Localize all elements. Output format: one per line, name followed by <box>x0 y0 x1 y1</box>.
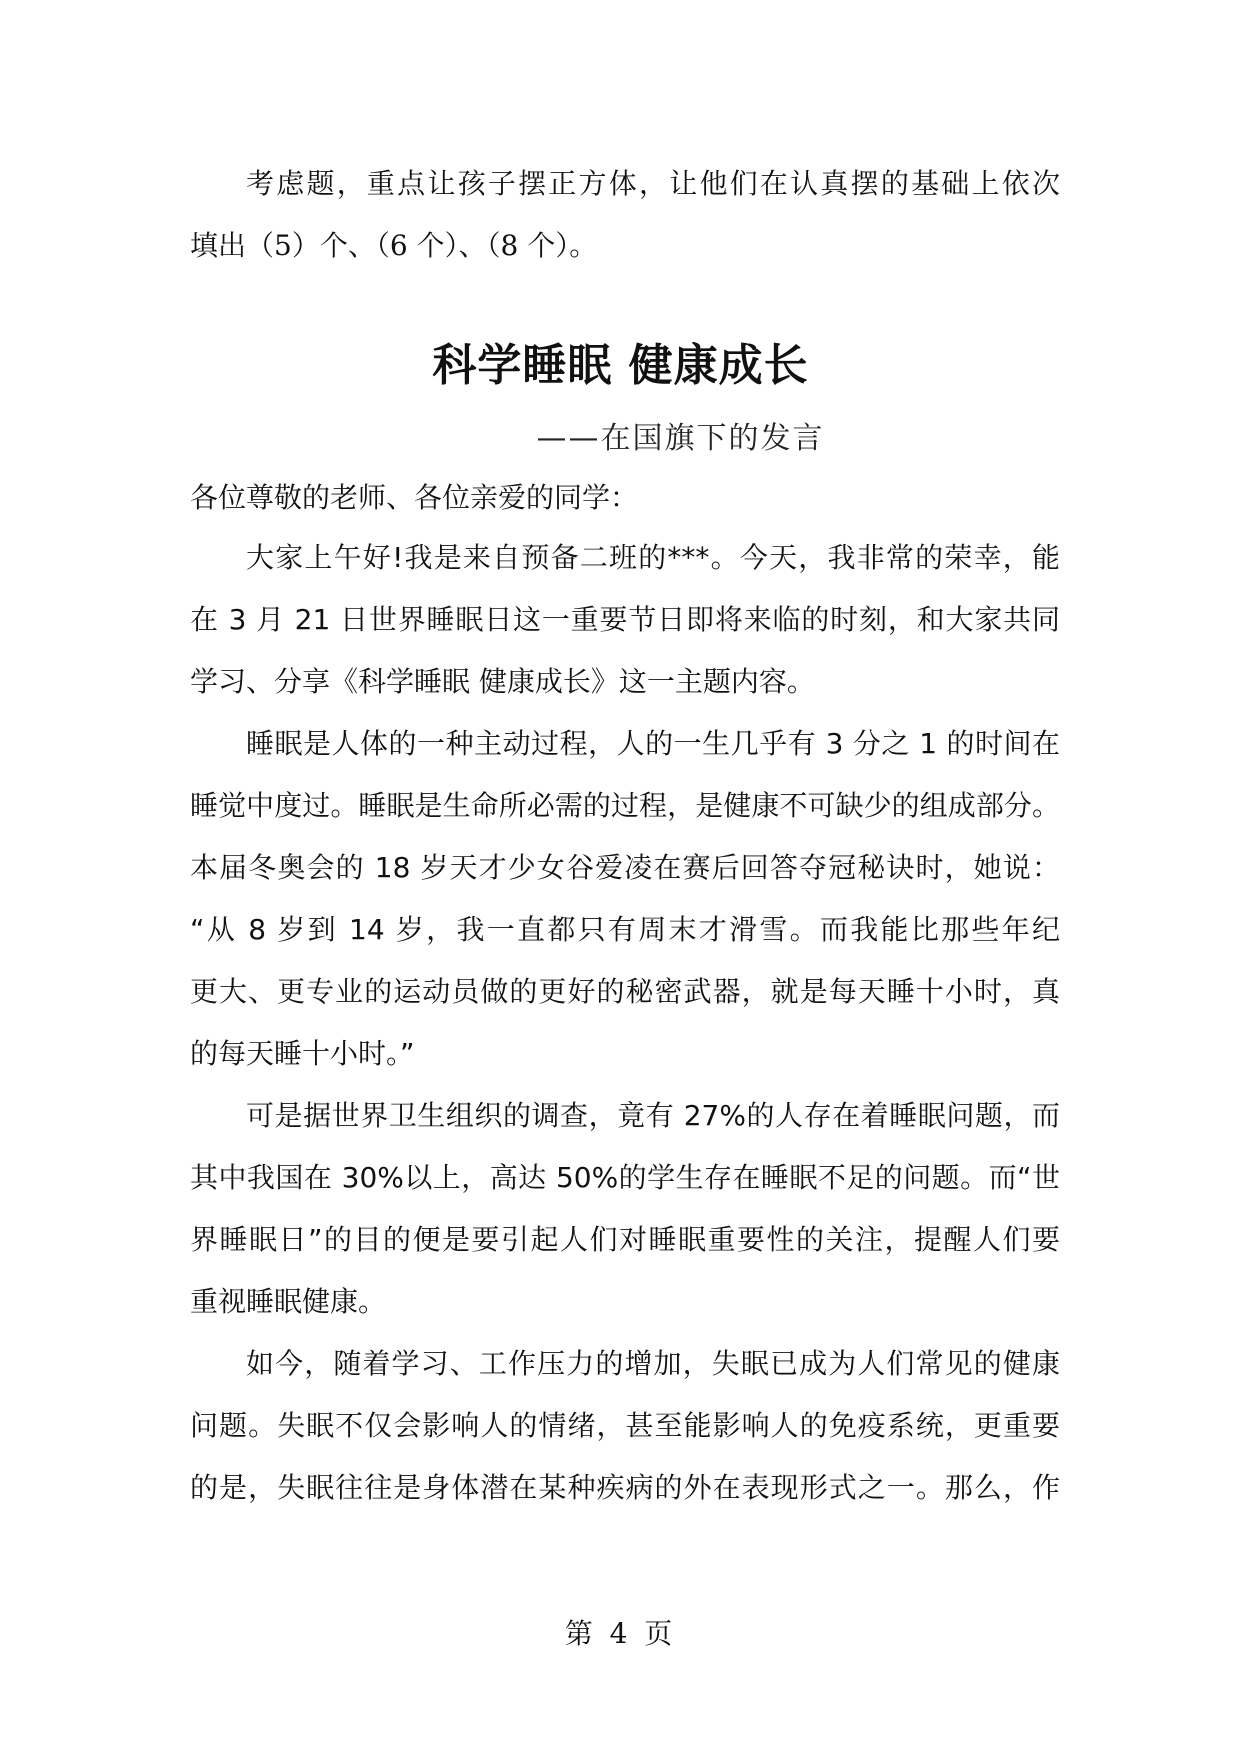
paragraph-3-line-1: 可是据世界卫生组织的调查，竟有 27%的人存在着睡眠问题，而 <box>246 1099 1060 1132</box>
paragraph-2-line-4: “从 8 岁到 14 岁，我一直都只有周末才滑雪。而我能比那些年纪 <box>190 913 1060 946</box>
paragraph-2-line-5: 更大、更专业的运动员做的更好的秘密武器，就是每天睡十小时，真 <box>190 975 1060 1008</box>
page-title: 科学睡眠 健康成长 <box>432 340 809 391</box>
page-subtitle: ——在国旗下的发言 <box>536 421 825 456</box>
paragraph-1-line-3: 学习、分享《科学睡眠 健康成长》这一主题内容。 <box>190 665 815 698</box>
paragraph-3-line-3: 界睡眠日”的目的便是要引起人们对睡眠重要性的关注，提醒人们要 <box>190 1223 1060 1256</box>
greeting: 各位尊敬的老师、各位亲爱的同学： <box>190 481 639 514</box>
paragraph-2-line-1: 睡眠是人体的一种主动过程，人的一生几乎有 3 分之 1 的时间在 <box>246 727 1060 760</box>
paragraph-1-line-1: 大家上午好!我是来自预备二班的***。今天，我非常的荣幸，能 <box>246 541 1060 574</box>
continuation-line-1: 考虑题，重点让孩子摆正方体，让他们在认真摆的基础上依次 <box>246 167 1060 200</box>
paragraph-2-line-2: 睡觉中度过。睡眠是生命所必需的过程，是健康不可缺少的组成部分。 <box>190 789 1060 822</box>
page-number: 第 4 页 <box>564 1617 677 1650</box>
paragraph-4-line-1: 如今，随着学习、工作压力的增加，失眠已成为人们常见的健康 <box>246 1347 1060 1380</box>
paragraph-3-line-2: 其中我国在 30%以上，高达 50%的学生存在睡眠不足的问题。而“世 <box>190 1161 1060 1194</box>
paragraph-1-line-2: 在 3 月 21 日世界睡眠日这一重要节日即将来临的时刻，和大家共同 <box>190 603 1060 636</box>
paragraph-2-line-6: 的每天睡十小时。” <box>190 1037 415 1070</box>
continuation-line-2: 填出（5）个、（6 个）、（8 个）。 <box>190 229 598 262</box>
paragraph-3-line-4: 重视睡眠健康。 <box>190 1285 387 1318</box>
paragraph-4-line-3: 的是，失眠往往是身体潜在某种疾病的外在表现形式之一。那么，作 <box>190 1471 1060 1504</box>
paragraph-4-line-2: 问题。失眠不仅会影响人的情绪，甚至能影响人的免疫系统，更重要 <box>190 1409 1060 1442</box>
paragraph-2-line-3: 本届冬奥会的 18 岁天才少女谷爱凌在赛后回答夺冠秘诀时，她说： <box>190 851 1060 884</box>
